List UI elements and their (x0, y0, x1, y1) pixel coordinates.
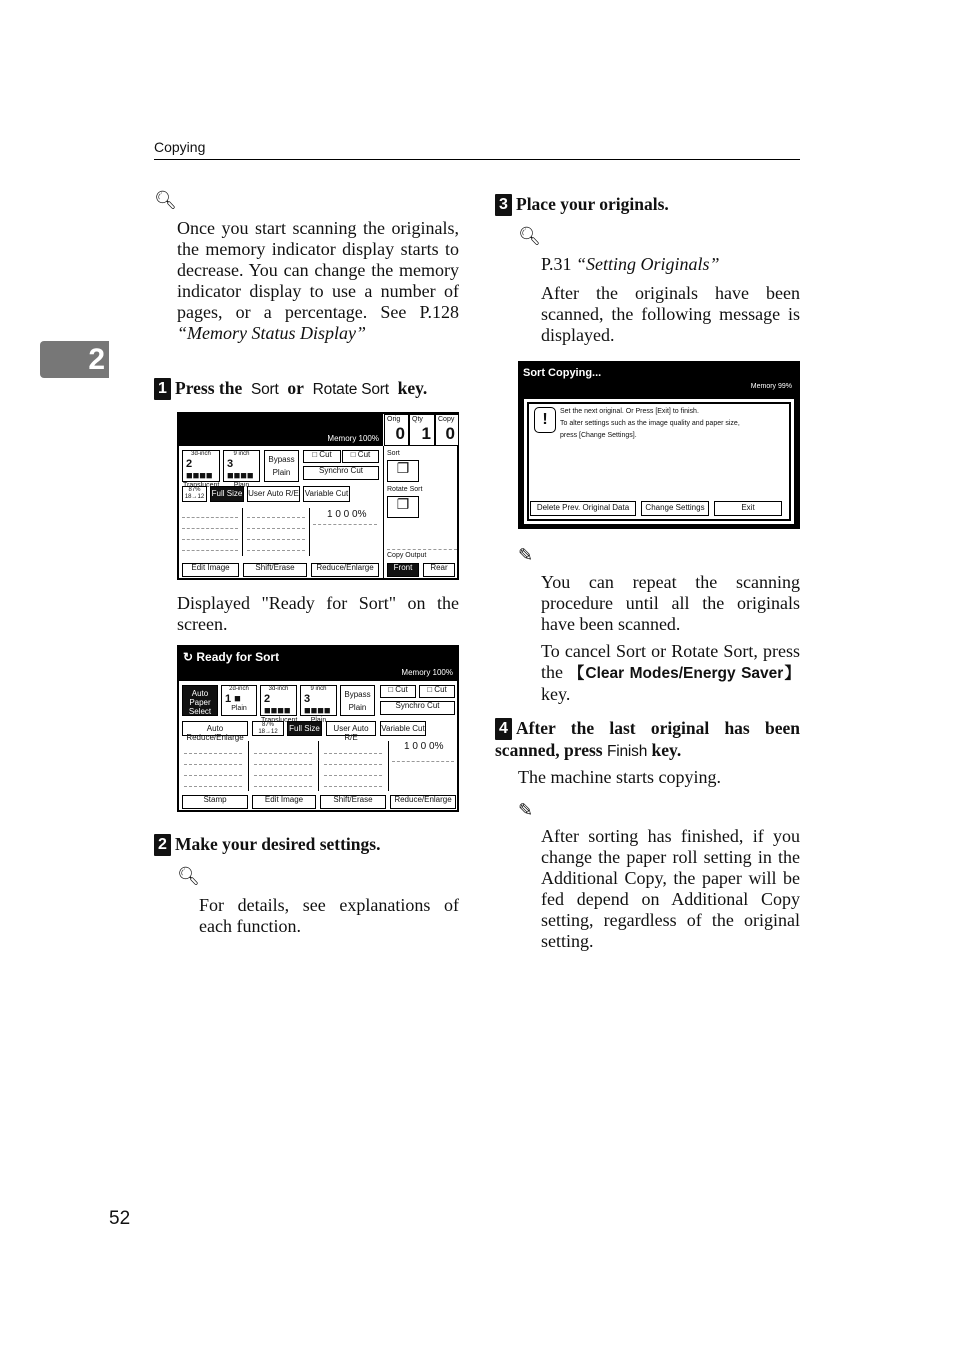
note-icon: ✎ (518, 545, 534, 565)
auto-reduce-enlarge-button[interactable]: Auto Reduce/Enlarge (182, 721, 248, 736)
roll-1-button[interactable]: 2d-inch 1 ■ Plain (221, 685, 257, 716)
copier-screen-3 (518, 361, 800, 529)
chapter-tab: 2 (40, 341, 109, 378)
screen2-title: ↻ Ready for Sort (183, 650, 280, 664)
sort-label: Sort (387, 450, 400, 457)
note-after-sorting: After sorting has finished, if you change the paper roll setting in the Additional Copy, the paper will be fed depend on Additional Copy setting, regardless of the original setting. (541, 826, 800, 951)
screen2-title-bar: ↻ Ready for Sort Memory 100% (179, 647, 457, 681)
roll-3-button[interactable]: 9 inch 3 ■■■■ (223, 450, 260, 482)
machine-starts-text: The machine starts copying. (518, 767, 721, 787)
screen3-memory: Memory 99% (750, 383, 792, 390)
synchro-cut-button[interactable]: Synchro Cut (303, 466, 379, 480)
auto-paper-select-button[interactable]: Auto Paper Select (182, 685, 218, 716)
ratio-button[interactable]: 87% 18→12 (252, 721, 284, 736)
delete-prev-original-button[interactable]: Delete Prev. Original Data (530, 501, 636, 516)
reference-icon: 🔍︎ (518, 226, 541, 246)
reference-icon: 🔍︎ (154, 190, 177, 210)
edit-image-button[interactable]: Edit Image (182, 563, 239, 577)
orig-counter: Orig 0 (384, 414, 409, 446)
ratio-button[interactable]: 87% 18→12 (182, 486, 207, 502)
variable-cut-button[interactable]: Variable Cut (380, 721, 426, 736)
cut-1-button[interactable]: □ Cut (380, 685, 416, 698)
copier-screen-2 (177, 645, 459, 812)
step-4: 4 After the last original has been scanned, press Finish key. (495, 718, 800, 760)
rotate-sort-button[interactable]: ❐ (387, 496, 419, 518)
stamp-button[interactable]: Stamp (182, 795, 248, 809)
shift-erase-button[interactable]: Shift/Erase (243, 563, 307, 577)
front-button[interactable]: Front (387, 563, 419, 577)
note-icon: ✎ (518, 800, 534, 820)
step-1-number: 1 (154, 378, 171, 400)
step-4-number: 4 (495, 718, 512, 740)
full-size-button[interactable]: Full Size (287, 721, 322, 736)
note-cancel-sort: To cancel Sort or Rotate Sort, press the 【Clear Modes/Energy Saver】 key. (541, 641, 800, 704)
user-auto-re-button[interactable]: User Auto R/E (326, 721, 376, 736)
reference-icon: 🔍︎ (177, 866, 200, 886)
header-rule (154, 159, 800, 160)
cut-2-button[interactable]: □ Cut (342, 450, 379, 463)
step-2: 2 Make your desired settings. (154, 834, 459, 856)
intro-paragraph: Once you start scanning the originals, the memory indicator display starts to decrease. You can change the memory indicator display to use a number of pages, or a percentage. See P.128 “Memory Status Display” (177, 218, 459, 343)
message-line-3: press [Change Settings]. (560, 432, 637, 439)
full-size-button[interactable]: Full Size (210, 486, 244, 502)
exit-button[interactable]: Exit (714, 501, 782, 516)
variable-cut-button[interactable]: Variable Cut (303, 486, 350, 502)
rear-button[interactable]: Rear (423, 563, 455, 577)
sort-button[interactable]: ❐ (387, 460, 419, 482)
page-number: 52 (109, 1208, 131, 1229)
reproduction-ratio: 1 0 0 0% (327, 509, 367, 520)
copier-screen-1 (177, 412, 459, 580)
cut-1-button[interactable]: □ Cut (303, 450, 341, 463)
roll-2-button[interactable]: 3d-inch 2 ■■■■ (260, 685, 297, 716)
screen3-title: Sort Copying... (523, 367, 602, 379)
step-2-number: 2 (154, 834, 171, 856)
bypass-button[interactable]: Bypass Plain (264, 450, 299, 482)
copy-output-label: Copy Output (387, 552, 427, 559)
roll-2-button[interactable]: 3d-inch 2 ■■■■ (182, 450, 220, 482)
reduce-enlarge-button[interactable]: Reduce/Enlarge (390, 795, 456, 809)
shift-erase-button[interactable]: Shift/Erase (320, 795, 386, 809)
step-3-number: 3 (495, 194, 512, 216)
running-head: Copying (154, 139, 206, 155)
step-3-reference: P.31 “Setting Originals” (541, 254, 720, 274)
step-3: 3 Place your originals. (495, 194, 800, 216)
step-2-reference: For details, see explanations of each function. (199, 895, 459, 936)
synchro-cut-button[interactable]: Synchro Cut (380, 701, 455, 715)
qty-counter: Qty 1 (409, 414, 435, 446)
reproduction-ratio: 1 0 0 0% (404, 741, 444, 752)
screen1-title-bar: Memory 100% (179, 414, 383, 446)
step-1: 1 Press the Sort or Rotate Sort key. (154, 378, 459, 400)
edit-image-button[interactable]: Edit Image (252, 795, 316, 809)
message-line-1: Set the next original. Or Press [Exit] to finish. (560, 408, 699, 415)
note-repeat-scanning: You can repeat the scanning procedure until all the originals have been scanned. (541, 572, 800, 634)
copy-counter: Copy 0 (435, 414, 459, 446)
cut-2-button[interactable]: □ Cut (419, 685, 455, 698)
alert-icon: ! (534, 407, 556, 433)
caption-ready-for-sort: Displayed "Ready for Sort" on the screen. (177, 593, 459, 634)
message-line-2: To alter settings such as the image quality and paper size, (560, 420, 740, 427)
reduce-enlarge-button[interactable]: Reduce/Enlarge (311, 563, 379, 577)
after-scan-text: After the originals have been scanned, the following message is displayed. (541, 283, 800, 345)
bypass-button[interactable]: Bypass Plain (340, 685, 375, 716)
rotate-sort-label: Rotate Sort (387, 486, 423, 493)
roll-3-button[interactable]: 9 inch 3 ■■■■ (300, 685, 337, 716)
change-settings-button[interactable]: Change Settings (641, 501, 709, 516)
user-auto-re-button[interactable]: User Auto R/E (247, 486, 300, 502)
